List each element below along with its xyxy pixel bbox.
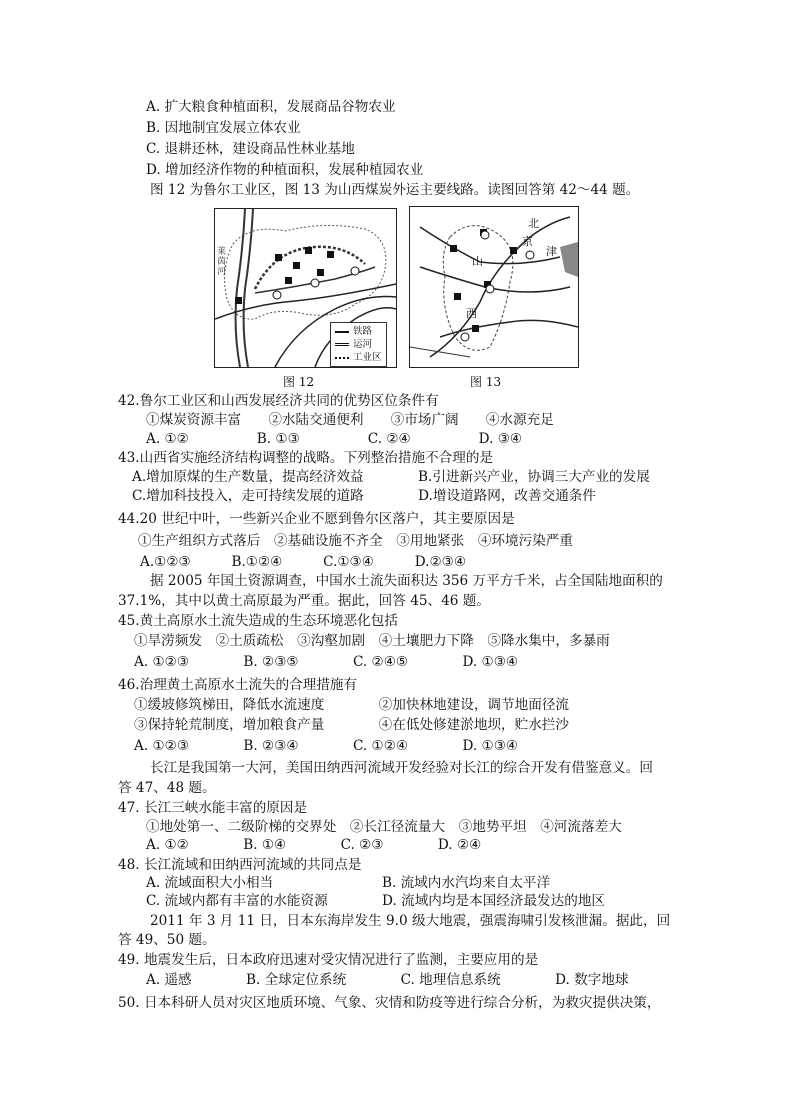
figure-12-ruhr-map — [214, 208, 397, 368]
q44-stem: 44.20 世纪中叶，一些新兴企业不愿到鲁尔区落户，其主要原因是 — [118, 511, 515, 527]
q47-stem: 47. 长江三峡水能丰富的原因是 — [118, 800, 308, 816]
legend-canal — [335, 338, 382, 351]
industrial-zone-symbol — [335, 357, 349, 359]
q49-choices: A. 遥感 B. 全球定位系统 C. 地理信息系统 D. 数字地球 — [146, 972, 629, 988]
q49-stem: 49. 地震发生后，日本政府迅速对受灾情况进行了监测，主要应用的是 — [118, 952, 539, 968]
fig13-caption: 图 13 — [470, 375, 502, 389]
q48-choices-ab: A. 流域面积大小相当 B. 流域内水汽均来自太平洋 — [146, 875, 551, 891]
q46-items-34: ③保持轮荒制度，增加粮食产量 ④在低处修建淤地坝，贮水拦沙 — [134, 717, 569, 733]
passage-47-48-line1: 长江是我国第一大河，美国田纳西河流域开发经验对长江的综合开发有借鉴意义。回 — [150, 760, 653, 776]
q43-choices-cd: C.增加科技投入，走可持续发展的道路 D.增设道路网，改善交通条件 — [132, 488, 596, 504]
label-jin: 津 — [546, 245, 557, 258]
intro-42: 图 12 为鲁尔工业区，图 13 为山西煤炭外运主要线路。读图回答第 42～44 题。 — [150, 182, 640, 198]
passage-45-46-line1: 据 2005 年国土资源调查，中国水土流失面积达 356 万平方千米，占全国陆地面积的 — [150, 573, 663, 589]
option-d: D. 增加经济作物的种植面积，发展种植园农业 — [146, 162, 424, 178]
railway-symbol — [335, 331, 349, 333]
option-a: A. 扩大粮食种植面积，发展商品谷物农业 — [146, 99, 396, 115]
legend-canal-label: 运河 — [353, 339, 373, 350]
shanxi-map-graphic — [410, 207, 578, 367]
q44-choices: A.①②③ B.①②④ C.①③④ D.②③④ — [140, 554, 467, 570]
q46-choices: A. ①②③ B. ②③④ C. ①②④ D. ①③④ — [134, 738, 519, 754]
canal-symbol — [335, 343, 349, 346]
rhine-label: 莱茵河 — [217, 247, 227, 277]
passage-47-48-line2: 答 47、48 题。 — [118, 780, 216, 796]
legend-industrial-label: 工业区 — [353, 352, 382, 363]
q46-stem: 46.治理黄土高原水土流失的合理措施有 — [118, 677, 358, 693]
q42-stem: 42.鲁尔工业区和山西发展经济共同的优势区位条件有 — [118, 393, 439, 409]
q45-stem: 45.黄土高原水土流失造成的生态环境恶化包括 — [118, 613, 398, 629]
q48-stem: 48. 长江流域和田纳西河流域的共同点是 — [118, 857, 362, 873]
q46-items-12: ①缓坡修筑梯田，降低水流速度 ②加快林地建设，调节地面径流 — [134, 697, 569, 713]
legend-railway — [335, 325, 382, 338]
passage-49-50-line1: 2011 年 3 月 11 日，日本东海岸发生 9.0 级大地震，强震海啸引发核泄漏。据此，回 — [150, 913, 671, 929]
q48-choices-cd: C. 流域内都有丰富的水能资源 D. 流域内均是本国经济最发达的地区 — [146, 893, 606, 909]
option-b: B. 因地制宜发展立体农业 — [146, 120, 301, 136]
passage-45-46-line2: 37.1%，其中以黄土高原最为严重。据此，回答 45、46 题。 — [118, 593, 490, 609]
q50-stem: 50. 日本科研人员对灾区地质环境、气象、灾情和防疫等进行综合分析，为救灾提供决策， — [118, 995, 661, 1011]
option-c: C. 退耕还林，建设商品性林业基地 — [146, 141, 355, 157]
fig12-caption: 图 12 — [283, 375, 315, 389]
figure-13-shanxi-map — [409, 206, 579, 368]
q42-choices: A. ①② B. ①③ C. ②④ D. ③④ — [146, 431, 523, 447]
q45-items: ①旱涝频发 ②土质疏松 ③沟壑加剧 ④土壤肥力下降 ⑤降水集中，多暴雨 — [134, 633, 610, 649]
passage-49-50-line2: 答 49、50 题。 — [118, 932, 216, 948]
label-shan: 山 — [472, 255, 483, 268]
q47-items: ①地处第一、二级阶梯的交界处 ②长江径流量大 ③地势平坦 ④河流落差大 — [146, 819, 622, 835]
label-xi: 西 — [466, 307, 477, 320]
q44-items: ①生产组织方式落后 ②基础设施不齐全 ③用地紧张 ④环境污染严重 — [138, 533, 573, 549]
q43-choices-ab: A.增加原煤的生产数量，提高经济效益 B.引进新兴产业，协调三大产业的发展 — [132, 469, 650, 485]
q43-stem: 43.山西省实施经济结构调整的战略。下列整治措施不合理的是 — [118, 450, 494, 466]
label-bei: 北 — [528, 217, 539, 230]
q47-choices: A. ①② B. ①④ C. ②③ D. ②④ — [146, 837, 482, 853]
q42-items: ①煤炭资源丰富 ②水陆交通便利 ③市场广阔 ④水源充足 — [146, 412, 554, 428]
q45-choices: A. ①②③ B. ②③⑤ C. ②④⑤ D. ①③④ — [134, 654, 519, 670]
legend-industrial — [335, 351, 382, 364]
label-jing: 京 — [522, 235, 533, 248]
legend-railway-label: 铁路 — [353, 326, 373, 337]
fig12-legend — [330, 322, 387, 367]
